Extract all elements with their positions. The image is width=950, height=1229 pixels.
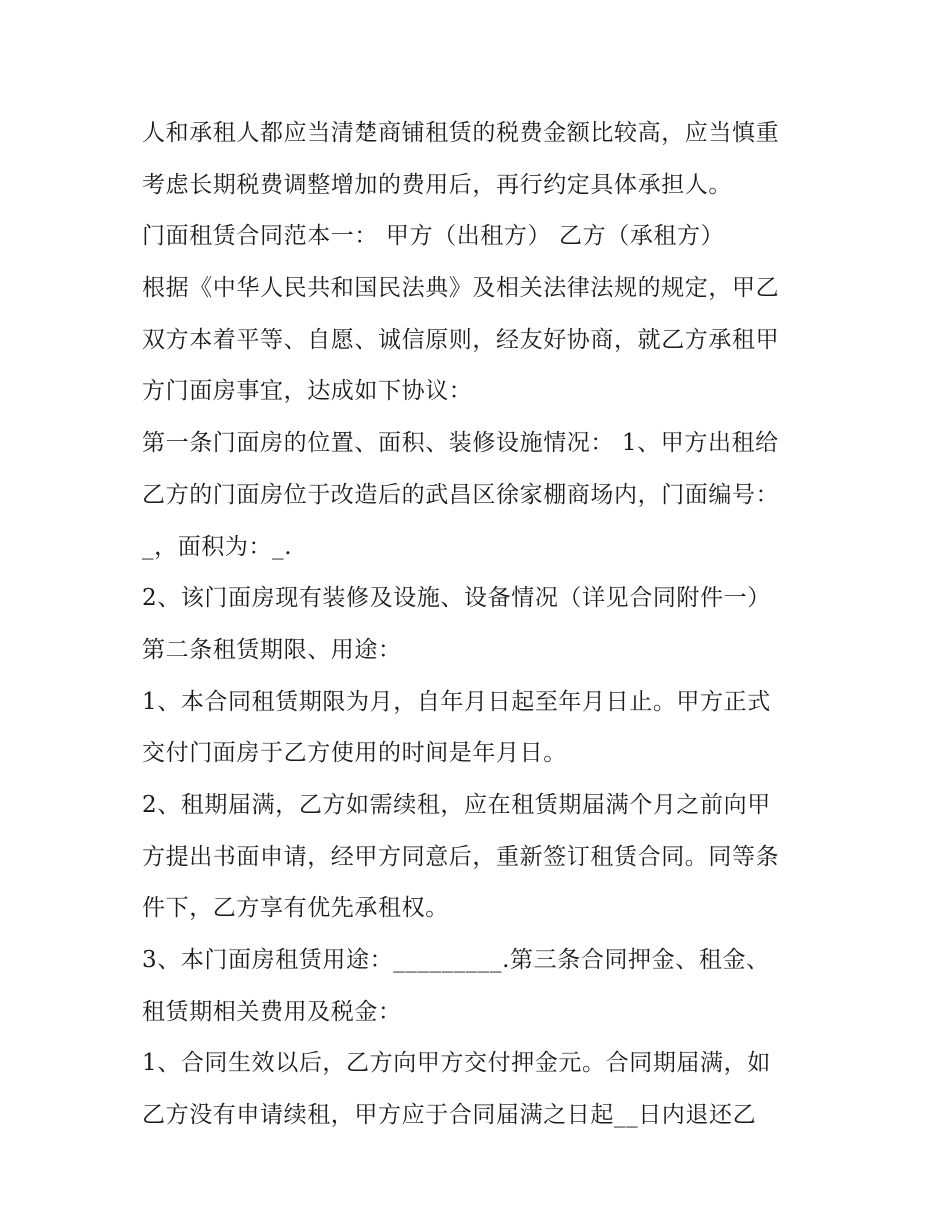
text-line: 1、合同生效以后，乙方向甲方交付押金元。合同期届满，如	[142, 1050, 771, 1077]
text-line: 根据《中华人民共和国民法典》及相关法律法规的规定，甲乙	[142, 275, 780, 302]
text-line: _，面积为：_.	[142, 533, 293, 560]
text-line: 1、本合同租赁期限为月，自年月日起至年月日止。甲方正式	[142, 688, 771, 715]
text-line: 件下，乙方享有优先承租权。	[142, 895, 449, 922]
text-line: 第二条租赁期限、用途：	[142, 636, 402, 663]
text-line: 交付门面房于乙方使用的时间是年月日。	[142, 740, 567, 767]
text-line: 第一条门面房的位置、面积、装修设施情况： 1、甲方出租给	[142, 430, 779, 457]
text-line: 3、本门面房租赁用途：_________.第三条合同押金、租金、	[142, 947, 770, 973]
text-line: 方提出书面申请，经甲方同意后，重新签订租赁合同。同等条	[142, 843, 780, 870]
text-line: 乙方的门面房位于改造后的武昌区徐家棚商场内，门面编号：	[142, 481, 780, 508]
document-body	[142, 108, 822, 1142]
text-line: 考虑长期税费调整增加的费用后，再行约定具体承担人。	[142, 171, 732, 198]
text-line: 双方本着平等、自愿、诚信原则，经友好协商，就乙方承租甲	[142, 326, 780, 353]
text-line: 2、租期届满，乙方如需续租，应在租赁期届满个月之前向甲	[142, 791, 771, 818]
text-line: 方门面房事宜，达成如下协议：	[142, 378, 473, 405]
text-line: 乙方没有申请续租，甲方应于合同届满之日起__日内退还乙	[142, 1102, 757, 1129]
text-line: 租赁期相关费用及税金：	[142, 998, 402, 1025]
text-line: 2、该门面房现有装修及设施、设备情况（详见合同附件一）	[142, 585, 771, 612]
text-line: 人和承租人都应当清楚商铺租赁的税费金额比较高，应当慎重	[142, 120, 780, 146]
text-line: 门面租赁合同范本一： 甲方（出租方） 乙方（承租方）	[142, 223, 725, 250]
